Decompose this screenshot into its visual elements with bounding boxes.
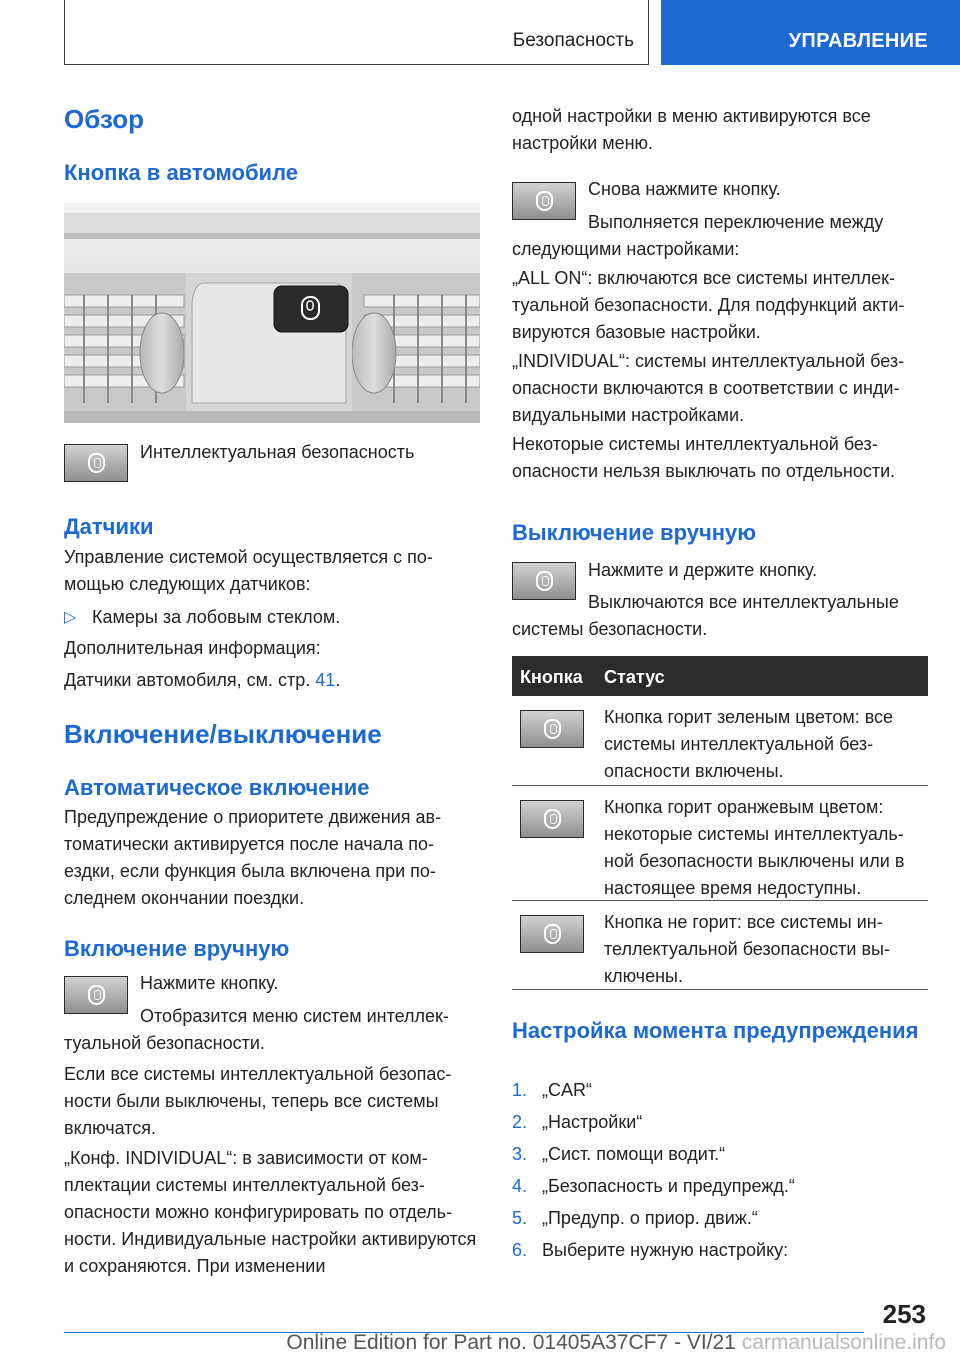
list-item-number: 3. — [512, 1144, 528, 1164]
sensors-reference — [64, 667, 480, 694]
dashboard-illustration — [64, 203, 480, 423]
button-off-icon — [520, 915, 584, 953]
list-item: Выберите нужную настройку: — [542, 1240, 789, 1260]
press-again-step1: Снова нажмите кнопку. — [588, 179, 781, 199]
more-info-label: Дополнительная информация: — [64, 638, 321, 658]
button-green-icon — [520, 710, 584, 748]
header-section-tab — [64, 0, 649, 65]
header-chapter-tab — [661, 0, 960, 65]
edition-text: Online Edition for Part no. 01405A37CF7 - VI/21 — [286, 1331, 736, 1354]
list-item: „Предупр. о приор. движ.“ — [542, 1208, 758, 1228]
sensors-text: Управление системой осуществляется с по-мощью следующих датчиков: — [64, 547, 433, 594]
button-orange-icon — [520, 800, 584, 838]
sensors-bullet: Камеры за лобовым стеклом. — [92, 607, 341, 627]
manual-on-step2: Отобразится меню систем интеллек-туальной безопасности. — [64, 1006, 449, 1053]
table-header-status: Статус — [604, 667, 665, 687]
intelligent-safety-button-icon — [64, 444, 128, 482]
bullet-arrow-icon: ▷ — [64, 609, 77, 626]
manual-on-heading: Включение вручную — [64, 936, 290, 961]
manual-on-text2: „Конф. INDIVIDUAL“: в зависимости от ком-плектации системы интеллектуальной без-опасности можно конфигурировать по отдель-ности. Индивидуальные настройки активируются и сохраняются. При изменении — [64, 1148, 477, 1276]
footer-edition — [286, 1331, 946, 1355]
status-green-text: Кнопка горит зеленым цветом: все системы интеллектуальной без-опасности включены. — [604, 707, 894, 781]
header-chapter-title: УПРАВЛЕНИЕ — [788, 30, 928, 52]
some-systems-text: Некоторые системы интеллектуальной без-опасности нельзя выключать по отдельности. — [512, 434, 896, 481]
auto-on-text: Предупреждение о приоритете движения ав-томатически активируется после начала по-ездки, если функция была включена при по-следнем окончании поездки. — [64, 807, 442, 908]
page-41-link[interactable]: 41 — [315, 670, 336, 690]
table-header — [512, 656, 928, 696]
dashboard-button-photo — [64, 203, 480, 423]
list-item-number: 4. — [512, 1176, 528, 1196]
continued-text: одной настройки в меню активируются все настройки меню. — [512, 106, 871, 153]
table-row — [512, 786, 928, 901]
list-item-number: 5. — [512, 1208, 528, 1228]
individual-text: „INDIVIDUAL“: системы интеллектуальной без-опасности включаются в соответствии с инди-видуальными настройками. — [512, 351, 905, 425]
sensors-ref-text: Датчики автомобиля, см. стр. — [64, 670, 316, 690]
sensors-heading: Датчики — [64, 514, 154, 539]
list-item: „Безопасность и предупрежд.“ — [542, 1176, 795, 1196]
status-off-text: Кнопка не горит: все системы ин-теллектуальной безопасности вы-ключены. — [604, 912, 890, 986]
list-item: „CAR“ — [542, 1080, 592, 1100]
list-item: „Сист. помощи водит.“ — [542, 1144, 726, 1164]
sensors-ref-end: . — [335, 670, 341, 690]
warning-time-heading: Настройка момента предупреждения — [512, 1018, 919, 1043]
overview-title: Обзор — [64, 104, 144, 134]
button-in-car-heading: Кнопка в автомобиле — [64, 160, 298, 185]
on-off-title: Включение/выключение — [64, 719, 382, 749]
list-item-number: 2. — [512, 1112, 528, 1132]
button-caption: Интеллектуальная безопасность — [140, 442, 415, 462]
all-on-text: „ALL ON“: включаются все системы интеллек-туальной безопасности. Для подфункций акти-вируются базовые настройки. — [512, 268, 905, 342]
list-item-number: 6. — [512, 1240, 528, 1260]
auto-on-heading: Автоматическое включение — [64, 775, 370, 800]
manual-off-heading: Выключение вручную — [512, 520, 757, 545]
list-item: „Настройки“ — [542, 1112, 643, 1132]
manual-off-step1: Нажмите и держите кнопку. — [588, 560, 818, 580]
manual-on-step1: Нажмите кнопку. — [140, 973, 279, 993]
manual-off-step2: Выключаются все интеллектуальные системы безопасности. — [512, 592, 899, 639]
header-section-title: Безопасность — [512, 30, 634, 51]
list-item-number: 1. — [512, 1080, 528, 1100]
table-header-button: Кнопка — [520, 667, 583, 687]
press-again-step2: Выполняется переключение между следующими настройками: — [512, 212, 884, 259]
table-row — [512, 696, 928, 786]
page-number: 253 — [882, 1299, 926, 1329]
table-row — [512, 901, 928, 990]
manual-on-text1: Если все системы интеллектуальной безопас-ности были выключены, теперь все системы включатся. — [64, 1064, 452, 1138]
status-orange-text: Кнопка горит оранжевым цветом: некоторые системы интеллектуаль-ной безопасности выключены или в настоящее время недоступны. — [604, 797, 905, 898]
watermark-text: carmanualsonline.info — [741, 1331, 946, 1354]
